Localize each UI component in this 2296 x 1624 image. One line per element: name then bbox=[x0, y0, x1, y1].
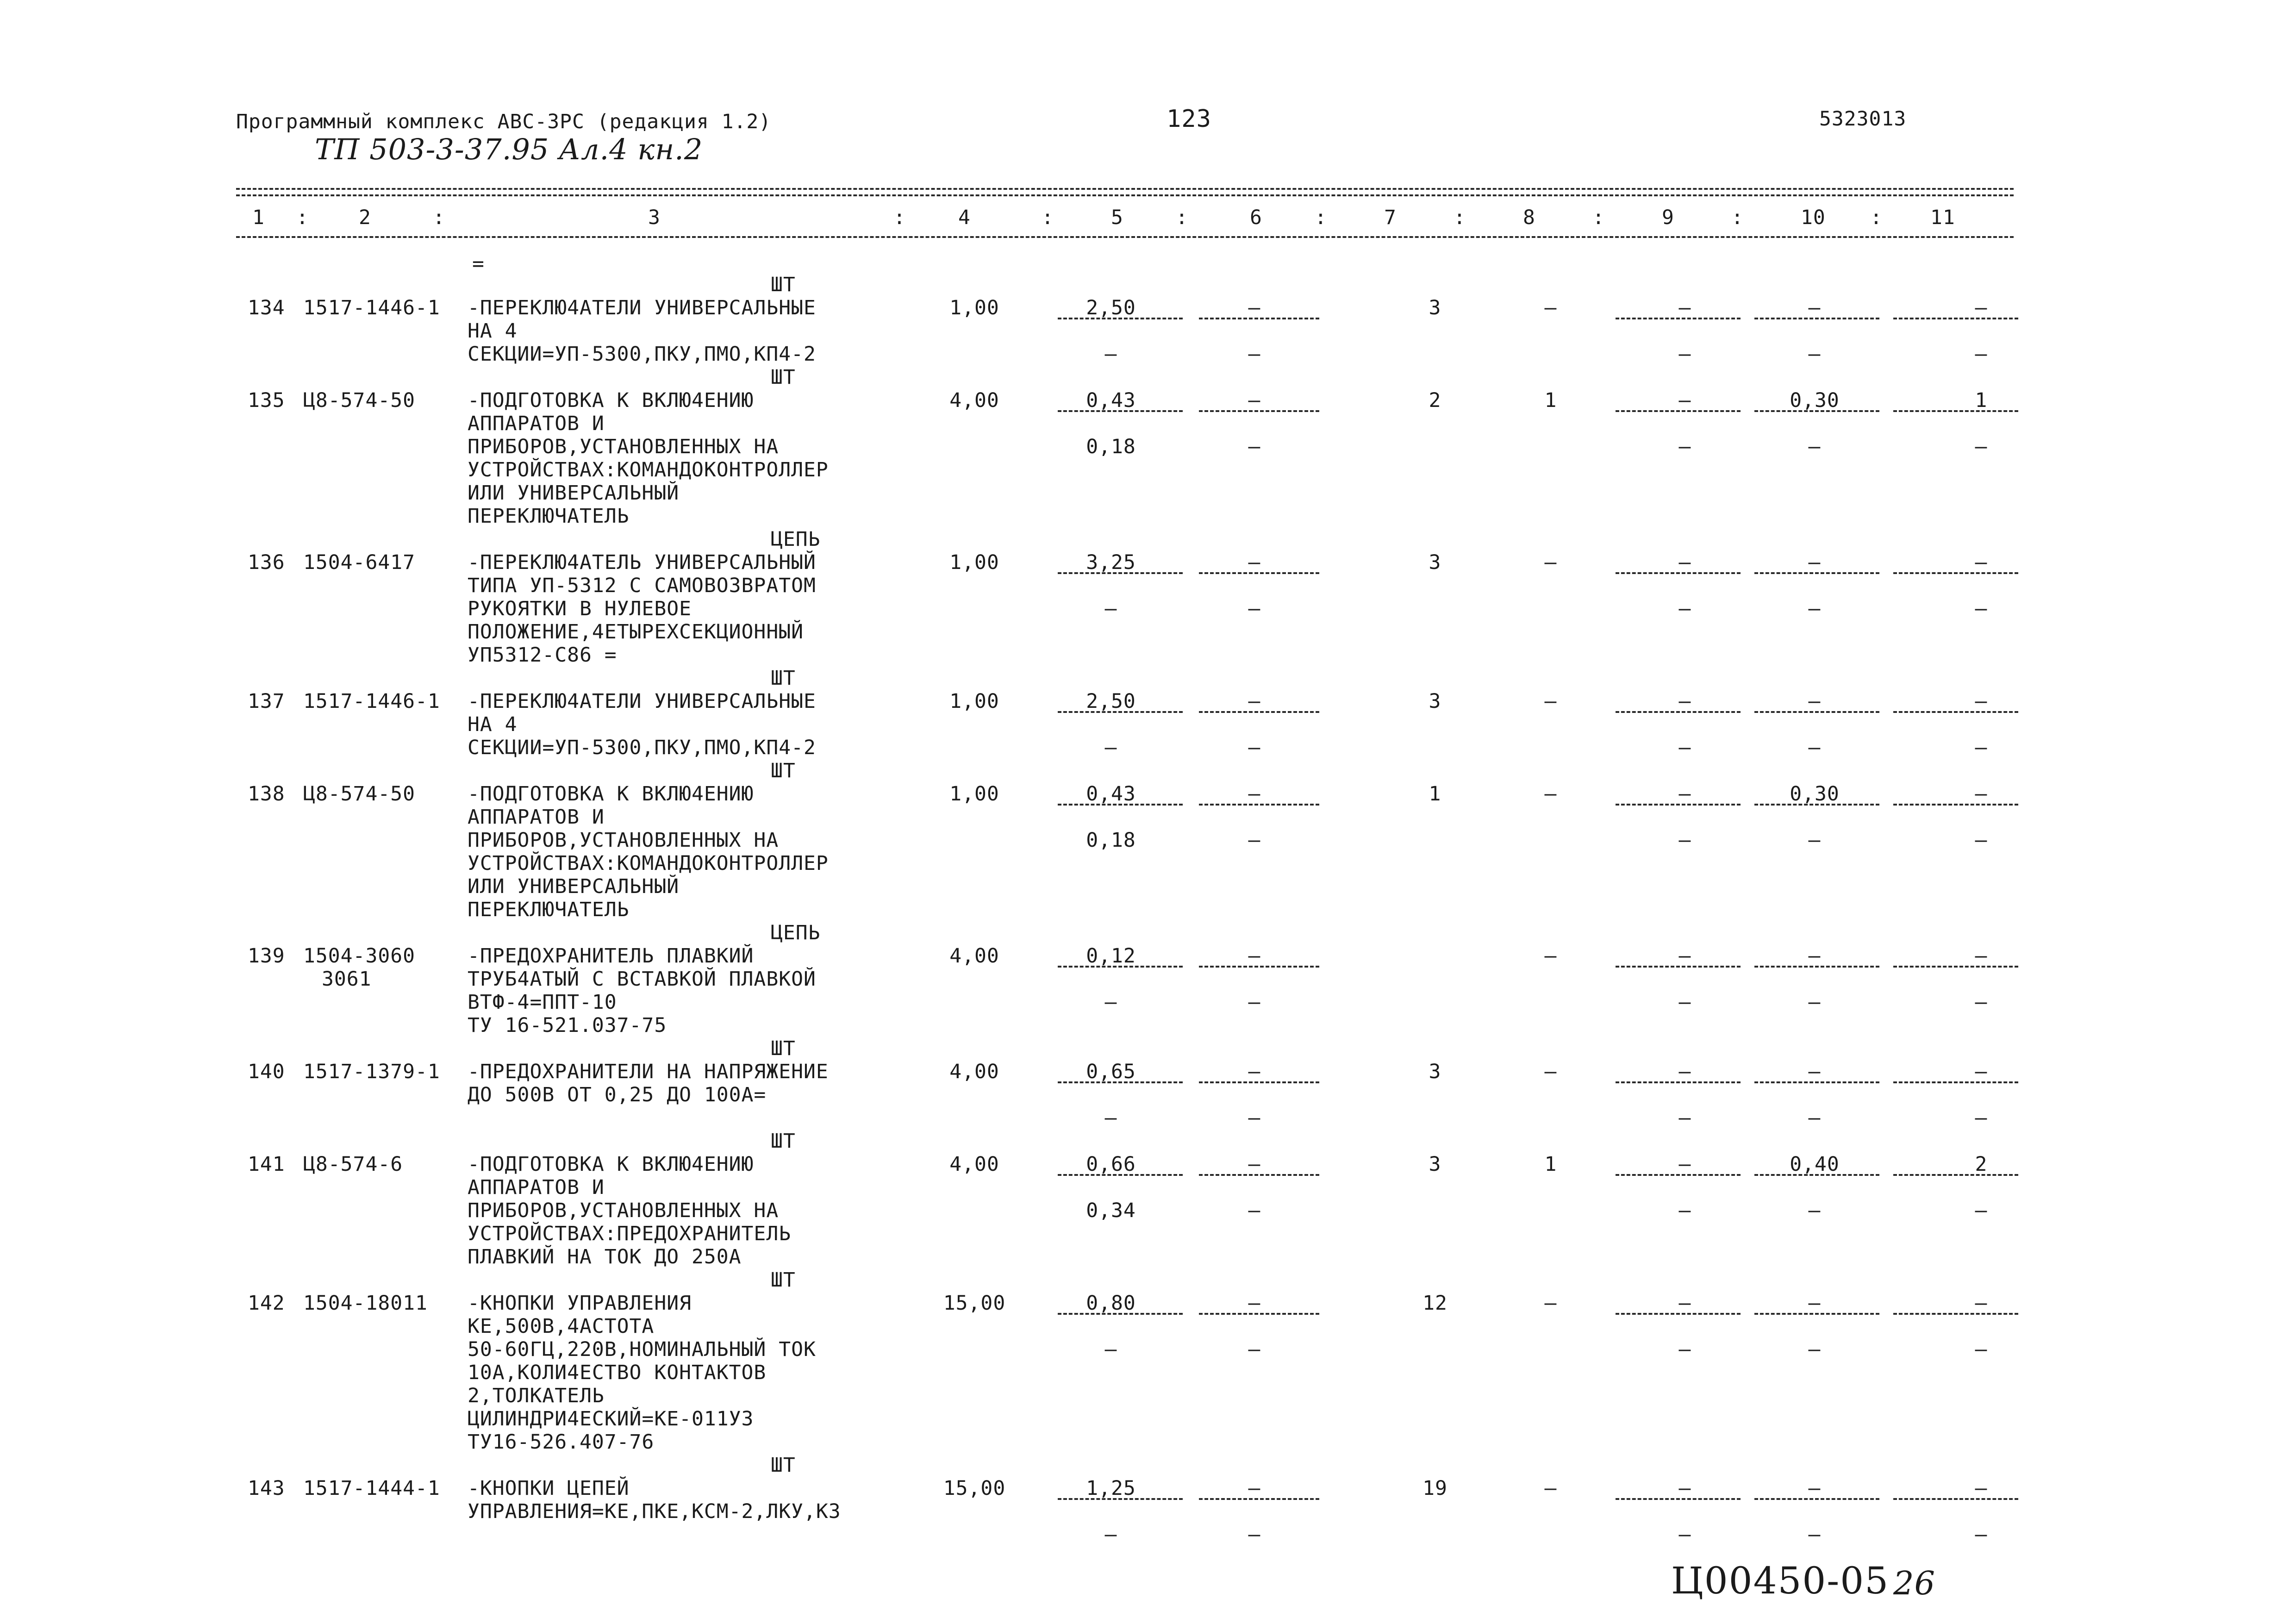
cell-c11b: – bbox=[1975, 1106, 1988, 1130]
row-name-line: -ПРЕДОХРАНИТЕЛЬ ПЛАВКИЙ bbox=[468, 944, 754, 968]
cell-c9: – bbox=[1678, 296, 1691, 319]
row-name-line: ТУ16-526.407-76 bbox=[468, 1430, 655, 1454]
cell-c5b: – bbox=[1104, 1338, 1117, 1361]
cell-c4: 4,00 bbox=[949, 389, 999, 412]
cell-c8: – bbox=[1544, 944, 1557, 968]
cell-c5: 2,50 bbox=[1086, 690, 1136, 713]
cell-c6: – bbox=[1248, 1060, 1261, 1083]
cell-c8: 1 bbox=[1544, 1153, 1557, 1176]
row-number: 139 bbox=[248, 944, 285, 968]
cell-c6: – bbox=[1248, 551, 1261, 574]
cell-underline bbox=[1616, 572, 1741, 574]
cell-c10: 0,30 bbox=[1790, 782, 1840, 806]
cell-underline bbox=[1893, 1174, 2018, 1176]
row-name-line: -КНОПКИ УПРАВЛЕНИЯ bbox=[468, 1292, 692, 1315]
cell-underline bbox=[1058, 711, 1183, 713]
row-name-line: ТУ 16-521.037-75 bbox=[468, 1014, 667, 1037]
cell-c7: 3 bbox=[1429, 1153, 1441, 1176]
row-number: 135 bbox=[248, 389, 285, 412]
cell-c11: – bbox=[1975, 944, 1988, 968]
cell-c9: – bbox=[1678, 690, 1691, 713]
cell-c10b: – bbox=[1808, 991, 1821, 1014]
cell-c11: 2 bbox=[1975, 1153, 1988, 1176]
cell-underline bbox=[1754, 318, 1879, 319]
cell-underline bbox=[1616, 966, 1741, 968]
row-name-line: -КНОПКИ ЦЕПЕЙ bbox=[468, 1477, 630, 1500]
cell-underline bbox=[1199, 711, 1319, 713]
cell-underline bbox=[1616, 1081, 1741, 1083]
cell-c4: 1,00 bbox=[949, 690, 999, 713]
cell-underline bbox=[1058, 572, 1183, 574]
cell-c7: 3 bbox=[1429, 551, 1441, 574]
cell-underline bbox=[1199, 804, 1319, 806]
row-code: 1517-1444-1 bbox=[303, 1477, 440, 1500]
row-name-line: НА 4 bbox=[468, 319, 518, 343]
cell-c6b: – bbox=[1248, 1199, 1261, 1222]
row-name-line: ДО 500В ОТ 0,25 ДО 100А= bbox=[468, 1083, 767, 1106]
row-name-line: ТИПА УП-5312 С САМОВОЗВРАТОМ bbox=[468, 574, 816, 597]
cell-c5: 0,65 bbox=[1086, 1060, 1136, 1083]
cell-c6b: – bbox=[1248, 1338, 1261, 1361]
column-header-10: 10 bbox=[1801, 206, 1826, 229]
cell-c6: – bbox=[1248, 690, 1261, 713]
row-name-line: 50-60ГЦ,220В,НОМИНАЛЬНЫЙ ТОК bbox=[468, 1338, 816, 1361]
column-header-9: 9 bbox=[1662, 206, 1674, 229]
cell-c9b: – bbox=[1678, 435, 1691, 458]
cell-underline bbox=[1058, 410, 1183, 412]
row-name-line: АППАРАТОВ И bbox=[468, 1176, 605, 1199]
cell-c9: – bbox=[1678, 551, 1691, 574]
cell-underline bbox=[1058, 1174, 1183, 1176]
row-unit: ШТ bbox=[771, 273, 796, 296]
cell-underline bbox=[1893, 1313, 2018, 1315]
cell-c5: 0,80 bbox=[1086, 1292, 1136, 1315]
cell-c5b: – bbox=[1104, 1523, 1117, 1546]
row-name-line: УПРАВЛЕНИЯ=КЕ,ПКЕ,КСМ-2,ЛКУ,КЗ bbox=[468, 1500, 841, 1523]
row-unit: ШТ bbox=[771, 667, 796, 690]
cell-c10b: – bbox=[1808, 1523, 1821, 1546]
cell-c11b: – bbox=[1975, 1338, 1988, 1361]
cell-c6: – bbox=[1248, 389, 1261, 412]
row-name-line: 10А,КОЛИ4ЕСТВО КОНТАКТОВ bbox=[468, 1361, 767, 1384]
cell-c9b: – bbox=[1678, 1106, 1691, 1130]
cell-c11: – bbox=[1975, 782, 1988, 806]
cell-c7: 12 bbox=[1423, 1292, 1447, 1315]
cell-underline bbox=[1616, 318, 1741, 319]
cell-c6: – bbox=[1248, 782, 1261, 806]
cell-c5: 1,25 bbox=[1086, 1477, 1136, 1500]
cell-underline bbox=[1616, 1498, 1741, 1500]
row-code: 1504-18011 bbox=[303, 1292, 428, 1315]
cell-c11b: – bbox=[1975, 435, 1988, 458]
column-header-2: 2 bbox=[359, 206, 371, 229]
row-name-line: ПЕРЕКЛЮЧАТЕЛЬ bbox=[468, 898, 630, 921]
cell-c6b: – bbox=[1248, 736, 1261, 759]
cell-c4: 1,00 bbox=[949, 551, 999, 574]
column-header-7: 7 bbox=[1384, 206, 1397, 229]
row-number: 141 bbox=[248, 1153, 285, 1176]
cell-c10b: – bbox=[1808, 736, 1821, 759]
cell-c10: – bbox=[1808, 1292, 1821, 1315]
column-separator: : bbox=[1042, 206, 1054, 229]
row-number: 140 bbox=[248, 1060, 285, 1083]
cell-underline bbox=[1754, 711, 1879, 713]
cell-underline bbox=[1616, 804, 1741, 806]
row-name-line: -ПОДГОТОВКА К ВКЛЮ4ЕНИЮ bbox=[468, 782, 754, 806]
cell-c8: – bbox=[1544, 1292, 1557, 1315]
row-name-line: СЕКЦИИ=УП-5300,ПКУ,ПМО,КП4-2 bbox=[468, 343, 816, 366]
top-mark: = bbox=[472, 252, 485, 275]
cell-c11: – bbox=[1975, 1292, 1988, 1315]
cell-c4: 1,00 bbox=[949, 296, 999, 319]
row-code: 1517-1446-1 bbox=[303, 690, 440, 713]
cell-c9: – bbox=[1678, 1153, 1691, 1176]
column-header-5: 5 bbox=[1111, 206, 1123, 229]
cell-c6b: – bbox=[1248, 343, 1261, 366]
cell-c9b: – bbox=[1678, 1199, 1691, 1222]
cell-c5b: 0,18 bbox=[1086, 435, 1136, 458]
cell-c4: 4,00 bbox=[949, 1060, 999, 1083]
column-header-11: 11 bbox=[1930, 206, 1955, 229]
document-code: 5323013 bbox=[1819, 107, 1907, 131]
cell-underline bbox=[1616, 1174, 1741, 1176]
row-name-line: 2,ТОЛКАТЕЛЬ bbox=[468, 1384, 605, 1407]
cell-c5b: – bbox=[1104, 1106, 1117, 1130]
cell-c8: – bbox=[1544, 296, 1557, 319]
cell-c10: – bbox=[1808, 296, 1821, 319]
cell-c8: – bbox=[1544, 1060, 1557, 1083]
row-unit: ЦЕПЬ bbox=[771, 528, 821, 551]
row-name-line: ИЛИ УНИВЕРСАЛЬНЫЙ bbox=[468, 875, 680, 898]
row-name-line: -ПОДГОТОВКА К ВКЛЮ4ЕНИЮ bbox=[468, 1153, 754, 1176]
cell-c6b: – bbox=[1248, 1523, 1261, 1546]
column-header-3: 3 bbox=[648, 206, 661, 229]
row-name-line: УСТРОЙСТВАХ:КОМАНДОКОНТРОЛЛЕР bbox=[468, 852, 829, 875]
cell-c7: 3 bbox=[1429, 296, 1441, 319]
cell-c8: – bbox=[1544, 782, 1557, 806]
cell-c5b: – bbox=[1104, 736, 1117, 759]
column-separator: : bbox=[1315, 206, 1327, 229]
cell-c6: – bbox=[1248, 1292, 1261, 1315]
row-name-line: УП5312-С86 = bbox=[468, 643, 617, 667]
cell-c4: 4,00 bbox=[949, 944, 999, 968]
cell-c10: 0,40 bbox=[1790, 1153, 1840, 1176]
cell-c7: 3 bbox=[1429, 690, 1441, 713]
handwritten-project-ref: ТП 503-3-37.95 Ал.4 кн.2 bbox=[315, 132, 703, 166]
cell-underline bbox=[1616, 410, 1741, 412]
cell-c7: 2 bbox=[1429, 389, 1441, 412]
cell-underline bbox=[1058, 1313, 1183, 1315]
cell-c11b: – bbox=[1975, 736, 1988, 759]
row-name-line: НА 4 bbox=[468, 713, 518, 736]
row-name-line: ПОЛОЖЕНИЕ,4ЕТЫРЕХСЕКЦИОННЫЙ bbox=[468, 620, 804, 643]
row-number: 138 bbox=[248, 782, 285, 806]
row-name-line: УСТРОЙСТВАХ:ПРЕДОХРАНИТЕЛЬ bbox=[468, 1222, 792, 1245]
row-name-line: ПРИБОРОВ,УСТАНОВЛЕННЫХ НА bbox=[468, 1199, 779, 1222]
row-unit: ШТ bbox=[771, 759, 796, 782]
row-name-line: -ПЕРЕКЛЮ4АТЕЛЬ УНИВЕРСАЛЬНЫЙ bbox=[468, 551, 816, 574]
stamp-code: Ц00450-05 bbox=[1671, 1559, 1890, 1602]
row-number: 142 bbox=[248, 1292, 285, 1315]
row-name-line: УСТРОЙСТВАХ:КОМАНДОКОНТРОЛЛЕР bbox=[468, 458, 829, 481]
program-title: Программный комплекс АВС-3РС (редакция 1.2) bbox=[236, 110, 772, 133]
column-header-8: 8 bbox=[1523, 206, 1535, 229]
cell-c11: – bbox=[1975, 690, 1988, 713]
cell-c10b: – bbox=[1808, 597, 1821, 620]
cell-c11: – bbox=[1975, 1060, 1988, 1083]
cell-c10b: – bbox=[1808, 829, 1821, 852]
cell-c10: – bbox=[1808, 1477, 1821, 1500]
row-name-line: СЕКЦИИ=УП-5300,ПКУ,ПМО,КП4-2 bbox=[468, 736, 816, 759]
column-separator: : bbox=[1176, 206, 1188, 229]
cell-c11b: – bbox=[1975, 991, 1988, 1014]
cell-underline bbox=[1893, 410, 2018, 412]
cell-c7: 19 bbox=[1423, 1477, 1447, 1500]
cell-underline bbox=[1199, 1498, 1319, 1500]
row-number: 137 bbox=[248, 690, 285, 713]
cell-underline bbox=[1754, 572, 1879, 574]
cell-underline bbox=[1754, 804, 1879, 806]
column-separator: : bbox=[1731, 206, 1744, 229]
row-name-line: -ПРЕДОХРАНИТЕЛИ НА НАПРЯЖЕНИЕ bbox=[468, 1060, 829, 1083]
cell-c8: 1 bbox=[1544, 389, 1557, 412]
cell-c7: 3 bbox=[1429, 1060, 1441, 1083]
cell-underline bbox=[1893, 572, 2018, 574]
cell-c6b: – bbox=[1248, 829, 1261, 852]
row-name-line: ПЛАВКИЙ НА ТОК ДО 250А bbox=[468, 1245, 742, 1268]
row-name-line: ПРИБОРОВ,УСТАНОВЛЕННЫХ НА bbox=[468, 829, 779, 852]
cell-c10b: – bbox=[1808, 1199, 1821, 1222]
cell-c11b: – bbox=[1975, 597, 1988, 620]
cell-c9: – bbox=[1678, 389, 1691, 412]
cell-c10: – bbox=[1808, 551, 1821, 574]
row-number: 143 bbox=[248, 1477, 285, 1500]
cell-c10: – bbox=[1808, 944, 1821, 968]
cell-c8: – bbox=[1544, 1477, 1557, 1500]
cell-underline bbox=[1199, 1174, 1319, 1176]
cell-underline bbox=[1199, 410, 1319, 412]
cell-c6b: – bbox=[1248, 1106, 1261, 1130]
cell-underline bbox=[1199, 1313, 1319, 1315]
cell-c10b: – bbox=[1808, 435, 1821, 458]
cell-underline bbox=[1754, 1498, 1879, 1500]
cell-c9: – bbox=[1678, 944, 1691, 968]
cell-c9b: – bbox=[1678, 343, 1691, 366]
cell-c11: 1 bbox=[1975, 389, 1988, 412]
row-name-line: ЦИЛИНДРИ4ЕСКИЙ=КЕ-011У3 bbox=[468, 1407, 754, 1430]
header-rule-bottom bbox=[236, 236, 2014, 238]
cell-underline bbox=[1893, 711, 2018, 713]
cell-underline bbox=[1893, 1081, 2018, 1083]
cell-c6b: – bbox=[1248, 597, 1261, 620]
cell-underline bbox=[1058, 318, 1183, 319]
cell-c9: – bbox=[1678, 1477, 1691, 1500]
cell-underline bbox=[1754, 966, 1879, 968]
row-number: 134 bbox=[248, 296, 285, 319]
cell-underline bbox=[1199, 1081, 1319, 1083]
cell-c9b: – bbox=[1678, 829, 1691, 852]
cell-c5: 0,12 bbox=[1086, 944, 1136, 968]
row-name-line: ТРУБ4АТЫЙ С ВСТАВКОЙ ПЛАВКОЙ bbox=[468, 968, 816, 991]
cell-c11b: – bbox=[1975, 1199, 1988, 1222]
cell-c4: 1,00 bbox=[949, 782, 999, 806]
row-name-line: АППАРАТОВ И bbox=[468, 806, 605, 829]
row-code: Ц8-574-50 bbox=[303, 389, 415, 412]
cell-c10: 0,30 bbox=[1790, 389, 1840, 412]
row-name-line: РУКОЯТКИ В НУЛЕВОЕ bbox=[468, 597, 692, 620]
column-separator: : bbox=[1592, 206, 1605, 229]
row-name-line: -ПЕРЕКЛЮ4АТЕЛИ УНИВЕРСАЛЬНЫЕ bbox=[468, 690, 816, 713]
row-code: Ц8-574-50 bbox=[303, 782, 415, 806]
row-code: Ц8-574-6 bbox=[303, 1153, 403, 1176]
column-header-6: 6 bbox=[1250, 206, 1262, 229]
row-name-line: АППАРАТОВ И bbox=[468, 412, 605, 435]
column-separator: : bbox=[433, 206, 445, 229]
cell-c9b: – bbox=[1678, 736, 1691, 759]
cell-c10: – bbox=[1808, 1060, 1821, 1083]
cell-c6: – bbox=[1248, 1153, 1261, 1176]
row-unit: ШТ bbox=[771, 366, 796, 389]
cell-c4: 15,00 bbox=[943, 1477, 1006, 1500]
column-separator: : bbox=[1454, 206, 1466, 229]
row-name-line: ИЛИ УНИВЕРСАЛЬНЫЙ bbox=[468, 481, 680, 505]
cell-underline bbox=[1893, 966, 2018, 968]
header-rule-top-2 bbox=[236, 194, 2014, 196]
cell-c5: 0,43 bbox=[1086, 782, 1136, 806]
cell-underline bbox=[1199, 966, 1319, 968]
cell-c5b: 0,18 bbox=[1086, 829, 1136, 852]
row-code: 1517-1446-1 bbox=[303, 296, 440, 319]
cell-underline bbox=[1058, 1081, 1183, 1083]
row-code: 1517-1379-1 bbox=[303, 1060, 440, 1083]
cell-underline bbox=[1199, 318, 1319, 319]
cell-c8: – bbox=[1544, 690, 1557, 713]
cell-c7: 1 bbox=[1429, 782, 1441, 806]
cell-c9: – bbox=[1678, 1060, 1691, 1083]
cell-underline bbox=[1616, 711, 1741, 713]
row-code-continuation: 3061 bbox=[322, 968, 372, 991]
cell-c5b: – bbox=[1104, 343, 1117, 366]
cell-c11: – bbox=[1975, 1477, 1988, 1500]
cell-c6b: – bbox=[1248, 435, 1261, 458]
cell-underline bbox=[1754, 410, 1879, 412]
cell-underline bbox=[1199, 572, 1319, 574]
cell-c11: – bbox=[1975, 551, 1988, 574]
cell-underline bbox=[1893, 804, 2018, 806]
cell-underline bbox=[1058, 804, 1183, 806]
cell-c5: 2,50 bbox=[1086, 296, 1136, 319]
cell-c5: 0,66 bbox=[1086, 1153, 1136, 1176]
sheet-number: 26 bbox=[1893, 1564, 1936, 1602]
column-separator: : bbox=[296, 206, 309, 229]
row-unit: ШТ bbox=[771, 1268, 796, 1292]
cell-underline bbox=[1058, 1498, 1183, 1500]
cell-underline bbox=[1893, 1498, 2018, 1500]
row-unit: ШТ bbox=[771, 1454, 796, 1477]
cell-c11: – bbox=[1975, 296, 1988, 319]
cell-c6: – bbox=[1248, 1477, 1261, 1500]
cell-underline bbox=[1616, 1313, 1741, 1315]
row-name-line: ПЕРЕКЛЮЧАТЕЛЬ bbox=[468, 505, 630, 528]
row-number: 136 bbox=[248, 551, 285, 574]
cell-c9b: – bbox=[1678, 1338, 1691, 1361]
row-name-line: -ПОДГОТОВКА К ВКЛЮ4ЕНИЮ bbox=[468, 389, 754, 412]
cell-c4: 4,00 bbox=[949, 1153, 999, 1176]
cell-c11b: – bbox=[1975, 829, 1988, 852]
cell-c4: 15,00 bbox=[943, 1292, 1006, 1315]
row-unit: ШТ bbox=[771, 1037, 796, 1060]
row-name-line: КЕ,500В,4АСТОТА bbox=[468, 1315, 655, 1338]
column-header-4: 4 bbox=[958, 206, 971, 229]
cell-c11b: – bbox=[1975, 1523, 1988, 1546]
cell-underline bbox=[1754, 1081, 1879, 1083]
cell-c6b: – bbox=[1248, 991, 1261, 1014]
cell-c8: – bbox=[1544, 551, 1557, 574]
cell-c6: – bbox=[1248, 944, 1261, 968]
cell-c9: – bbox=[1678, 1292, 1691, 1315]
cell-c9b: – bbox=[1678, 1523, 1691, 1546]
row-name-line: ВТФ-4=ППТ-10 bbox=[468, 991, 617, 1014]
cell-c5b: – bbox=[1104, 991, 1117, 1014]
column-separator: : bbox=[1870, 206, 1883, 229]
cell-c10b: – bbox=[1808, 1106, 1821, 1130]
cell-underline bbox=[1754, 1174, 1879, 1176]
row-code: 1504-3060 bbox=[303, 944, 415, 968]
row-unit: ЦЕПЬ bbox=[771, 921, 821, 944]
cell-c10: – bbox=[1808, 690, 1821, 713]
row-code: 1504-6417 bbox=[303, 551, 415, 574]
column-separator: : bbox=[893, 206, 906, 229]
cell-c5b: 0,34 bbox=[1086, 1199, 1136, 1222]
row-name-line: ПРИБОРОВ,УСТАНОВЛЕННЫХ НА bbox=[468, 435, 779, 458]
column-header-1: 1 bbox=[252, 206, 265, 229]
cell-c10b: – bbox=[1808, 343, 1821, 366]
cell-c9: – bbox=[1678, 782, 1691, 806]
header-rule-top bbox=[236, 188, 2014, 190]
cell-underline bbox=[1058, 966, 1183, 968]
cell-c10b: – bbox=[1808, 1338, 1821, 1361]
cell-c6: – bbox=[1248, 296, 1261, 319]
cell-c11b: – bbox=[1975, 343, 1988, 366]
cell-underline bbox=[1893, 318, 2018, 319]
cell-c5: 0,43 bbox=[1086, 389, 1136, 412]
cell-c5: 3,25 bbox=[1086, 551, 1136, 574]
row-unit: ШТ bbox=[771, 1130, 796, 1153]
cell-c5b: – bbox=[1104, 597, 1117, 620]
cell-c9b: – bbox=[1678, 597, 1691, 620]
cell-c9b: – bbox=[1678, 991, 1691, 1014]
row-name-line: -ПЕРЕКЛЮ4АТЕЛИ УНИВЕРСАЛЬНЫЕ bbox=[468, 296, 816, 319]
page-number: 123 bbox=[1167, 105, 1211, 133]
cell-underline bbox=[1754, 1313, 1879, 1315]
